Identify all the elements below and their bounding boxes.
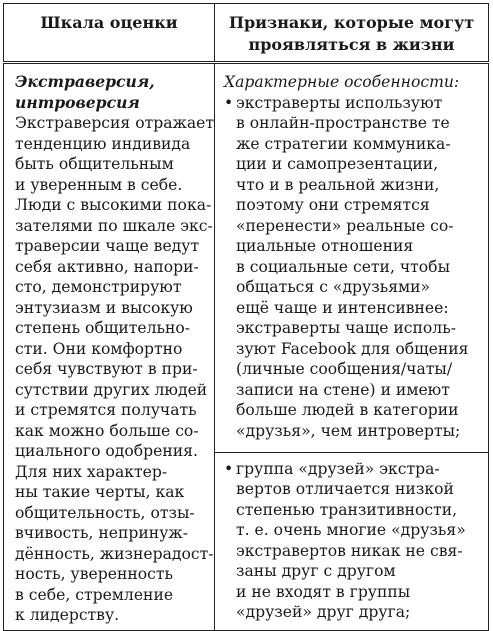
- text-line: быть общительным: [15, 155, 174, 173]
- header-signs-line: Признаки, которые могут: [228, 13, 475, 32]
- text-line: вчивость, непринуж-: [15, 524, 188, 542]
- text-line: «друзей» друг друга;: [236, 603, 411, 622]
- text-line: группа «друзей» экстра-: [236, 459, 440, 478]
- text-line: зуют Facebook для общения: [236, 339, 469, 358]
- bullet-icon: •: [224, 93, 234, 112]
- text-line: в себе, стремление: [15, 585, 174, 604]
- scale-title-line: интроверсия: [15, 92, 140, 112]
- text-line: экстраверты чаще исполь-: [236, 319, 456, 337]
- bullet-icon: •: [224, 459, 234, 478]
- text-line: ны такие черты, как: [15, 483, 185, 501]
- text-line: ции и самопрезентации,: [236, 155, 439, 173]
- text-line: к лидерству.: [15, 606, 120, 624]
- header-signs: [215, 4, 489, 63]
- text-line: поэтому они стремятся: [236, 196, 430, 214]
- text-line: (личные сообщения/чаты/: [236, 360, 453, 378]
- header-scale-text: Шкала оценки: [40, 13, 178, 32]
- text-line: и уверенным в себе.: [15, 175, 183, 194]
- text-line: записи на стене) и имеют: [236, 380, 450, 399]
- text-line: степень общительно-: [15, 319, 191, 337]
- text-line: Для них характер-: [15, 462, 168, 481]
- header-scale: [4, 4, 215, 63]
- text-line: «перенести» реальные со-: [236, 216, 454, 235]
- feature-item-text: [236, 93, 484, 442]
- text-line: Люди с высокими пока-: [15, 196, 212, 214]
- text-line: как можно больше со-: [15, 421, 199, 440]
- features-cell-2: [215, 452, 489, 630]
- text-line: вертов отличается низкой: [236, 480, 454, 499]
- content-row: [4, 63, 489, 453]
- text-line: т. е. очень многие «друзья»: [236, 521, 466, 540]
- psychology-table: [3, 3, 489, 631]
- text-line: Экстраверсия отражает: [15, 114, 215, 132]
- text-line: тенденцию индивида: [15, 134, 191, 153]
- text-line: больше людей в категории: [236, 401, 459, 419]
- features-cell-1: [215, 63, 489, 453]
- feature-item-text: [236, 459, 484, 623]
- text-line: в социальные сети, чтобы: [236, 257, 450, 276]
- text-line: циальные отношения: [236, 237, 414, 255]
- text-line: ещё чаще и интенсивнее:: [236, 298, 449, 317]
- text-line: себя активно, напори-: [15, 257, 199, 276]
- features-heading: Характерные особенности:: [224, 73, 460, 91]
- text-line: ность, уверенность: [15, 565, 173, 583]
- text-line: сто, демонстрируют: [15, 278, 182, 296]
- text-line: энтузиазм и высокую: [15, 298, 193, 317]
- text-line: что и в реальной жизни,: [236, 175, 440, 194]
- text-line: себя чувствуют в при-: [15, 360, 198, 378]
- scale-cell: [4, 63, 215, 631]
- text-line: общительность, отзы-: [15, 503, 195, 522]
- text-line: общаться с «друзьями»: [236, 278, 431, 296]
- text-line: степенью транзитивности,: [236, 500, 458, 519]
- text-line: зателями по шкале экс-: [15, 216, 213, 235]
- text-line: экстравертов никак не свя-: [236, 541, 463, 560]
- text-line: экстраверты используют: [236, 93, 443, 112]
- text-line: «друзья», чем интроверты;: [236, 421, 461, 440]
- text-line: и стремятся получать: [15, 401, 197, 419]
- text-line: сутствии других людей: [15, 380, 208, 399]
- text-line: заны друг с другом: [236, 562, 396, 581]
- text-line: циального одобрения.: [15, 442, 198, 460]
- scale-title-line: Экстраверсия,: [15, 72, 155, 91]
- header-signs-line: проявляться в жизни: [248, 35, 455, 54]
- feature-item: [224, 459, 484, 623]
- text-line: же стратегии коммуника-: [236, 134, 451, 153]
- header-row: [4, 4, 489, 63]
- text-line: дённость, жизнерадост-: [15, 544, 214, 563]
- feature-item: [224, 93, 484, 442]
- text-line: сти. Они комфортно: [15, 339, 183, 358]
- scale-description: [15, 113, 215, 626]
- text-line: в онлайн-пространстве те: [236, 114, 450, 132]
- text-line: и не входят в группы: [236, 582, 411, 601]
- text-line: траверсии чаще ведут: [15, 237, 200, 255]
